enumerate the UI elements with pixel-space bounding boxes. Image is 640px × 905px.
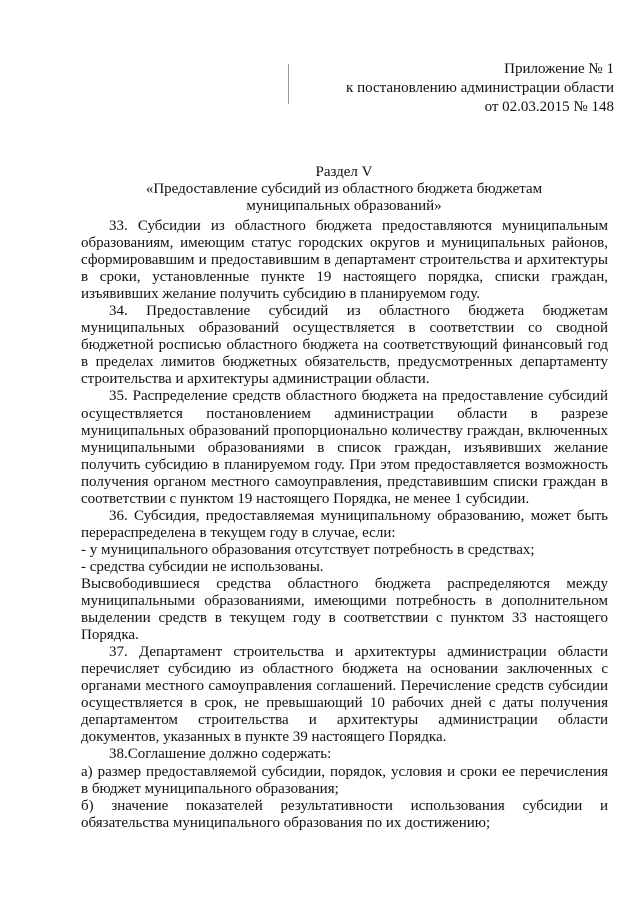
paragraph-33: 33. Субсидии из областного бюджета предоставляются муниципальным образованиям, имеющим статус городских округов и муниципальных районов, сформировавшим и предоставившим в департамент строительства и архитектуры в сроки, установленные пункте 19 настоящего порядка, списки граждан, изъявивших желание получить субсидию в планируемом году.	[81, 218, 608, 303]
paragraph-37: 37. Департамент строительства и архитектуры администрации области перечисляет субсидию из областного бюджета на основании заключенных с органами местного самоуправления соглашений. Перечисление средств субсидии осуществляется в срок, не превышающий 10 рабочих дней с даты получения департаментом строительства и архитектуры администрации области документов, указанных в пункте 39 настоящего Порядка.	[81, 644, 608, 746]
appendix-number: Приложение № 1	[504, 61, 614, 77]
list-item-a: а) размер предоставляемой субсидии, порядок, условия и сроки ее перечисления в бюджет муниципального образования;	[81, 763, 608, 797]
section-heading	[80, 164, 608, 215]
paragraph-36: 36. Субсидия, предоставляемая муниципальному образованию, может быть перераспределена в текущем году в случае, если:	[81, 507, 608, 541]
paragraph-35: 35. Распределение средств областного бюджета на предоставление субсидий осуществляется постановлением администрации области в разрезе муниципальных образований пропорционально количеству граждан, включенных муниципальными образованиями в список граждан, изъявивших желание получить субсидию в планируемом году. При этом предоставляется возможность получения органом местного самоуправления, представившим списки граждан в соответствии с пунктом 19 настоящего Порядка, не менее 1 субсидии.	[81, 388, 608, 507]
list-item-b: б) значение показателей результативности использования субсидии и обязательства муниципального образования по их достижению;	[81, 797, 608, 831]
list-item-no-need: - у муниципального образования отсутствует потребность в средствах;	[81, 541, 535, 558]
appendix-reference: к постановлению администрации области	[346, 80, 614, 96]
appendix-block	[346, 60, 614, 117]
paragraph-34: 34. Предоставление субсидий из областного бюджета бюджетам муниципальных образований осуществляется в соответствии со сводной бюджетной росписью областного бюджета на соответствующий финансовый год в пределах лимитов бюджетных обязательств, предусмотренных департаменту строительства и архитектуры администрации области.	[81, 303, 608, 388]
paragraph-redistribution: Высвободившиеся средства областного бюджета распределяются между муниципальными образованиями, имеющими потребность в дополнительном выделении средств в текущем году в соответствии с пунктом 33 настоящего Порядка.	[81, 575, 608, 644]
paragraph-38: 38.Соглашение должно содержать:	[109, 746, 332, 763]
section-title-line-2: муниципальных образований»	[246, 198, 442, 214]
section-number: Раздел V	[315, 164, 373, 180]
appendix-date: от 02.03.2015 № 148	[484, 99, 614, 115]
section-title-line-1: «Предоставление субсидий из областного бюджета бюджетам	[145, 181, 543, 197]
list-item-not-used: - средства субсидии не использованы.	[81, 558, 324, 575]
scan-fold-line	[288, 64, 289, 104]
document-body	[81, 218, 608, 832]
